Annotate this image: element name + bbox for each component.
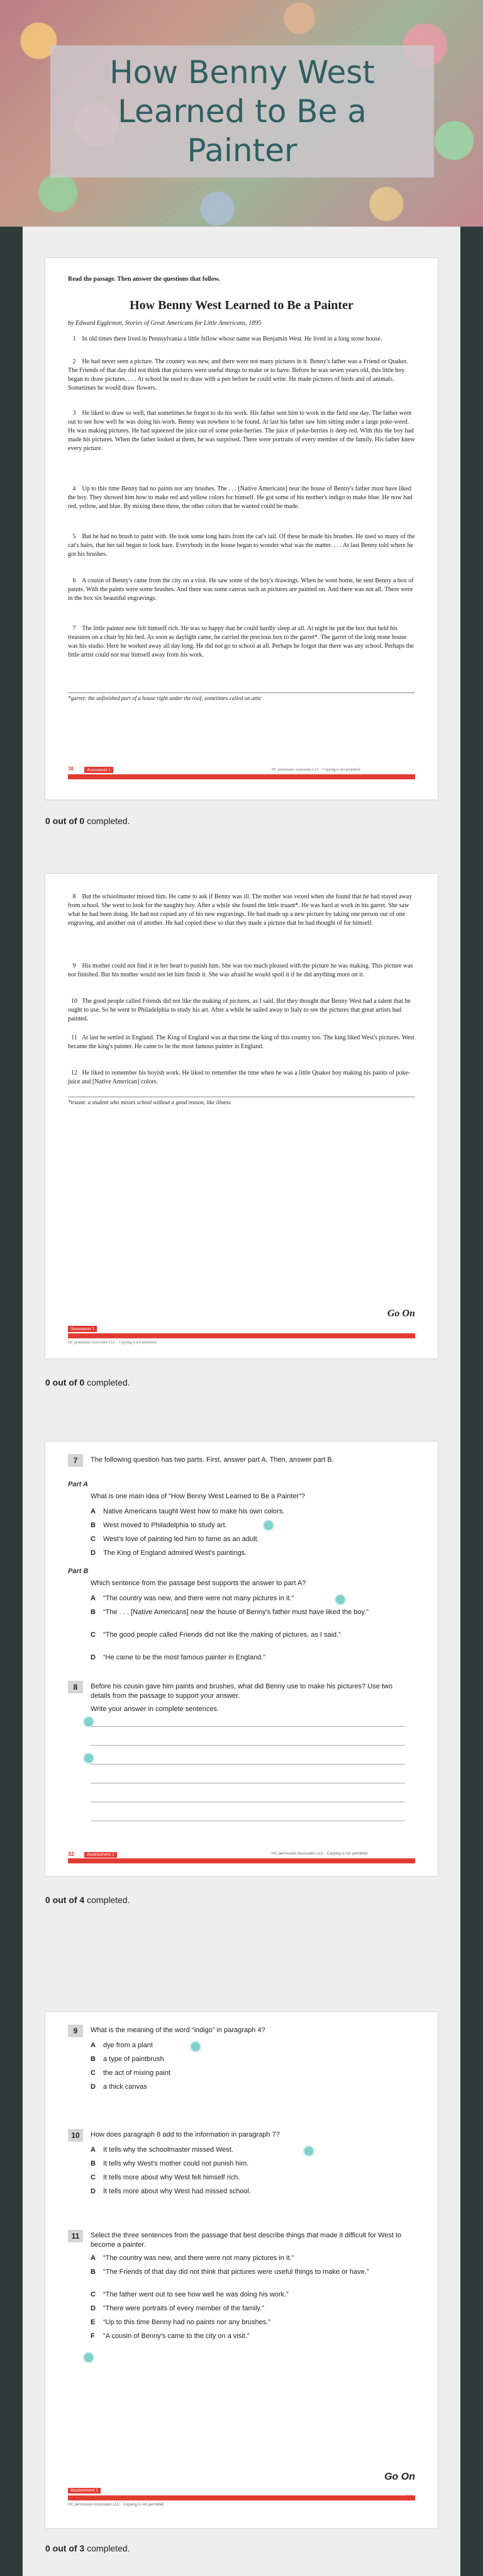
choice-b[interactable]: B West moved to Philadelphia to study art. [91, 1522, 227, 1529]
page-number: 32 [68, 1851, 75, 1857]
choice-d[interactable]: D The King of England admired West's paintings. [91, 1549, 247, 1557]
part-b-label: Part B [68, 1568, 89, 1575]
worksheet-panel-1 [23, 227, 460, 862]
paragraph-8: 8 But the schoolmaster missed him. He came to ask if Benny was ill. The mother was vexed when she found that he had stayed away from school. She went to look for the naughty boy. After a while she found the little truant*. He was hard at work in his garret. She saw what he had been doing. He had not copied any of his new engravings. He had made up a new picture by taking one person out of one engraving, and another out of another. He had copied these so that they made a picture that he had thought of for himself. [68, 893, 413, 927]
go-on-label: Go On [384, 2471, 415, 2482]
answer-line[interactable] [91, 1726, 405, 1727]
answer-prompt: Write your answer in complete sentences. [91, 1705, 219, 1713]
worksheet-page-33 [45, 2012, 438, 2528]
choice-a[interactable]: A dye from a plant [91, 2042, 153, 2049]
page-number: 30 [68, 765, 74, 772]
choice-c[interactable]: C “The good people called Friends did not like the making of pictures, as I said.” [91, 1631, 341, 1639]
header-banner [0, 0, 483, 227]
copyright: HC permission Associates LLC · Copying is not permitted [68, 1341, 157, 1345]
question-stem: The following question has two parts. First, answer part A. Then, answer part B. [91, 1456, 334, 1464]
paragraph-10: 10 The good people called Friends did not like the making of pictures, as I said. But they thought that Benny West had a talent that he ought to use. So he went to Philadelphia to study his art. After a while he sailed away to Italy to see the pictures that great artists had painted. [68, 998, 411, 1022]
question-number: 10 [68, 2129, 83, 2142]
choice-b[interactable]: B “The . . . [Native Americans] near the house of Benny's father must have liked the boy.” [91, 1608, 369, 1616]
choice-d[interactable]: D It tells more about why West had missed school. [91, 2188, 252, 2195]
paragraph-12: 12 He liked to remember his boyish work. He liked to remember the time when he was a little Quaker boy making his paints of poke-juice and [Native American] colors. [68, 1070, 411, 1085]
completion-status: 0 out of 4 completed. [45, 1895, 130, 1905]
paragraph-1: 1 In old times there lived in Pennsylvania a little fellow whose name was Benjamin West. He lived in a long stone house. [72, 336, 382, 342]
answer-marker[interactable] [303, 2145, 314, 2157]
question-number: 8 [68, 1681, 83, 1693]
worksheet-page-31 [45, 874, 438, 1359]
answer-line[interactable] [91, 1745, 405, 1746]
answer-marker[interactable] [335, 1594, 346, 1605]
completion-status: 0 out of 0 completed. [45, 1377, 130, 1387]
paragraph-2: 2 He had never seen a picture. The country was new, and there were not many pictures in it. Benny's father was a Friend or Quaker. The Friends of that day did not think that pictures were useful things to make or to have. Before he was seven years old, this little boy began to draw pictures. . . . At school he used to draw with a pen before he could write. He made pictures of birds and of animals. Sometimes he would draw flowers. [68, 358, 408, 392]
worksheet-page-30 [45, 258, 438, 799]
choice-d[interactable]: D “He came to be the most famous painter in England.” [91, 1654, 266, 1661]
paragraph-7: 7 The little painter now felt himself rich. He was so happy that he could hardly sleep at all. At night he put the box that held his treasures on a chair by his bed. As soon as daylight came, he carried the precious box to the garret*. The garret of the long stone house was his studio. Here he worked away all day long. He did not go to school at all. Perhaps he forgot that there was any school. Perhaps the little artist could not tear himself away from his work. [68, 625, 414, 658]
paragraph-4: 4 Up to this time Benny had no paints nor any brushes. The . . . [Native Americans] near the house of Benny's father must have liked the boy. They showed him how to make red and yellow colors for himself. He got some of his mother's indigo to make blue. He now had red, yellow, and blue. By mixing these three, the other colors that he wanted could be made. [68, 485, 413, 510]
page-title: How Benny West Learned to Be a Painter [109, 54, 375, 169]
choice-f[interactable]: F “A cousin of Benny's came to the city on a visit.” [91, 2332, 250, 2340]
assessment-tag: Assessment 1 [68, 2488, 101, 2494]
choice-c[interactable]: C “The father went out to see how well he was doing his work.” [91, 2291, 289, 2298]
page-footer-bar [68, 1858, 415, 1863]
byline: by Edward Eggleston, Stories of Great Americans for Little Americans, 1895 [68, 320, 262, 327]
question-stem: What is the meaning of the word “indigo” in paragraph 4? [91, 2026, 265, 2034]
choice-d[interactable]: D a thick canvas [91, 2083, 147, 2091]
answer-marker[interactable] [83, 1753, 94, 1764]
assessment-tag: Assessment 1 [84, 1852, 117, 1858]
choice-c[interactable]: C It tells more about why West felt himself rich. [91, 2174, 240, 2181]
worksheet-page-32 [45, 1442, 438, 1876]
answer-marker[interactable] [263, 1520, 274, 1531]
answer-marker[interactable] [83, 2352, 94, 2363]
page-footer-bar [68, 774, 415, 779]
choice-a[interactable]: A “The country was new, and there were not many pictures in it.” [91, 1595, 294, 1602]
footnote: *truant: a student who misses school without a good reason, like illness [68, 1097, 415, 1105]
paragraph-11: 11 At last he settled in England. The King of England was at that time the king of this country too. The king liked West's pictures. West became the king's painter. He came to be the most famous painter in England. [68, 1034, 414, 1050]
choice-d[interactable]: D “There were portraits of every member of the family.” [91, 2305, 264, 2312]
passage-title: How Benny West Learned to Be a Painter [130, 298, 353, 312]
footnote: *garret: the unfinished part of a house right under the roof, sometimes called an attic [68, 692, 415, 701]
choice-b[interactable]: B “The Friends of that day did not think that pictures were useful things to make or have.” [91, 2268, 369, 2276]
choice-a[interactable]: A “The country was new, and there were not many pictures in it.” [91, 2254, 294, 2262]
worksheet-panel-2 [23, 862, 460, 1416]
part-a-question: What is one main idea of “How Benny West Learned to Be a Painter”? [91, 1493, 305, 1500]
paragraph-6: 6 A cousin of Benny's came from the city on a visit. He saw some of the boy's drawings. When he went home, he sent Benny a box of paints. With the paints were some brushes. And there was some canvas such as pictures are painted on. And there was not all. There were in the box six beautiful engravings. [68, 577, 414, 602]
instructions: Read the passage. Then answer the questions that follow. [68, 276, 220, 283]
question-stem: Before his cousin gave him paints and brushes, what did Benny use to make his pictures? Use two details from the passage to support your answer. [91, 1683, 392, 1700]
copyright: HC permission Associates LLC · Copying is not permitted [272, 1852, 368, 1856]
answer-marker[interactable] [190, 2041, 201, 2052]
answer-line[interactable] [91, 1764, 405, 1765]
completion-status: 0 out of 0 completed. [45, 816, 130, 826]
page-number: 31 [406, 1332, 412, 1338]
page-number: 33 [406, 2494, 413, 2500]
question-number: 9 [68, 2025, 83, 2037]
choice-e[interactable]: E “Up to this time Benny had no paints nor any brushes.” [91, 2319, 270, 2326]
worksheet-panel-3 [23, 1416, 460, 1920]
choice-a[interactable]: A Native Americans taught West how to make his own colors. [91, 1508, 285, 1515]
copyright: HC permission Associates LLC · Copying is not permitted [68, 2503, 164, 2507]
paragraph-5: 5 But he had no brush to paint with. He took some long hairs from the cat's tail. Of these he made his brushes. He used so many of the cat's hairs, that her tail began to look bare. Everybody in the house began to wonder what was the matter. . . . At last Benny told where he got his brushes. [68, 533, 415, 558]
question-number: 11 [68, 2230, 83, 2242]
page-footer-bar [68, 2495, 415, 2500]
part-a-label: Part A [68, 1481, 88, 1488]
part-b-question: Which sentence from the passage best supports the answer to part A? [91, 1579, 306, 1587]
assessment-tag: Assessment 1 [84, 767, 113, 773]
choice-b[interactable]: B It tells why West's mother could not punish him. [91, 2160, 249, 2167]
choice-c[interactable]: C West's love of painting led him to fame as an adult. [91, 1535, 259, 1543]
paragraph-9: 9 His mother could not find it in her heart to punish him. She was too much pleased with the picture he was making. This picture was not finished. But his mother would not let him finish it. She was afraid he would spoil it if he did anything more on it. [68, 963, 413, 978]
completion-status: 0 out of 3 completed. [45, 2543, 130, 2553]
go-on-label: Go On [387, 1308, 415, 1319]
assessment-tag: Assessment 1 [68, 1326, 97, 1332]
question-stem: How does paragraph 8 add to the information in paragraph 7? [91, 2131, 280, 2138]
choice-b[interactable]: B a type of paintbrush [91, 2055, 164, 2063]
worksheet-panel-4 [23, 1920, 460, 2576]
title-box [50, 45, 434, 178]
paragraph-3: 3 He liked to draw so well, that sometimes he forgot to do his work. His father sent him to work in the field one day. The father went out to see how well he was doing his work. Benny was nowhere to be found. At last his father saw him sitting under a large poke-weed. He was making pictures. He had squeezed the juice out of some poke-berries. The juice of poke-berries is deep red. With this the boy had made his pictures. When the father looked at them, he was surprised. There were portraits of every member of the family. His father knew every picture. [68, 410, 415, 452]
choice-a[interactable]: A It tells why the schoolmaster missed West. [91, 2146, 234, 2154]
choice-c[interactable]: C the act of mixing paint [91, 2069, 171, 2077]
question-stem: Select the three sentences from the passage that best describe things that made it difficult for West to become a painter. [91, 2232, 402, 2249]
copyright: HC permission Associates LLC · Copying is not permitted [272, 768, 360, 772]
question-number: 7 [68, 1454, 83, 1467]
page-footer-bar [68, 1333, 415, 1338]
